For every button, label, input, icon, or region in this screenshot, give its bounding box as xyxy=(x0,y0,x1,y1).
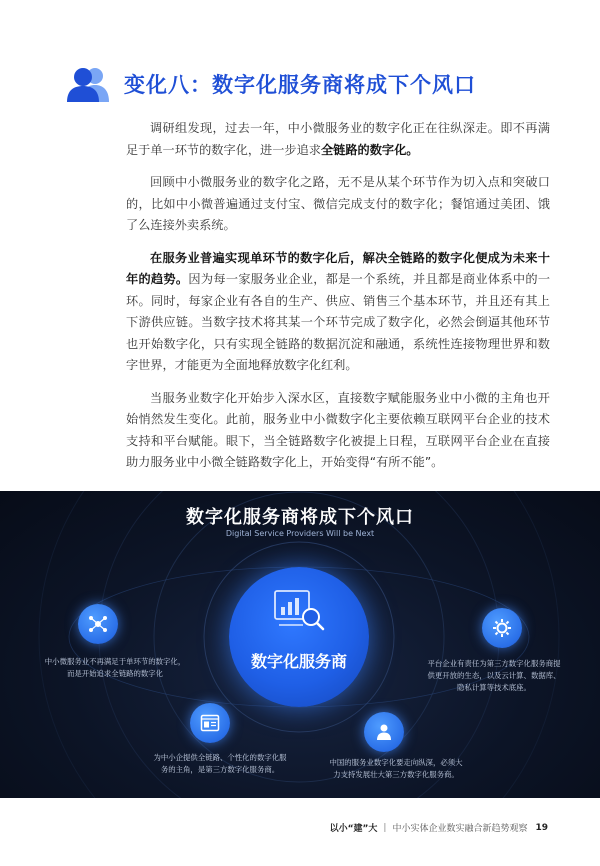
paragraph-text: 当服务业数字化开始步入深水区，直接数字赋能服务业中小微的主角也开始悄然发生变化。此前，服务业中小微数字化主要依赖互联网平台企业的技术支持和平台赋能。眼下，当全链路数字化被提上日程，互联网平台企业在直接助力服务业中小微全链路数字化上，开始变得“有所不能”。 xyxy=(126,390,550,469)
footer-brand: 以小“建”大 xyxy=(329,824,378,834)
node-text-line: 中国的服务业数字化要走向纵深，必须大 xyxy=(329,758,463,767)
people-icon xyxy=(66,66,110,102)
network-icon xyxy=(88,614,108,634)
node-text-3 xyxy=(140,752,300,776)
cloud-gear-icon xyxy=(492,618,512,638)
page-title: 变化八：数字化服务商将成下个风口 xyxy=(124,73,476,97)
paragraph-bold-text: 在服务业普遍实现单环节的数字化后，解决全链路的数字化便成为未来十年的趋势。 xyxy=(126,250,550,286)
node-text-line: 务的主角，是第三方数字化服务商。 xyxy=(160,765,280,774)
page-footer xyxy=(330,821,548,834)
section-header xyxy=(66,66,476,102)
node-text-1 xyxy=(30,656,200,680)
person-growth-icon xyxy=(374,722,394,742)
footer-separator: | xyxy=(383,822,387,833)
node-text-line: 为中小企提供全链路、个性化的数字化服 xyxy=(153,753,287,762)
node-text-line: 供更开放的生态，以及云计算、数据库、 xyxy=(427,671,561,680)
paragraph-3 xyxy=(126,248,550,377)
chart-magnifier-icon xyxy=(273,589,325,633)
dashboard-icon xyxy=(200,713,220,733)
node-text-line: 而是开始追求全链路的数字化 xyxy=(66,669,164,678)
node-text-line: 平台企业有责任为第三方数字化服务商提 xyxy=(427,659,561,668)
infographic-banner xyxy=(0,491,600,798)
paragraph-bold-text: 全链路的数字化。 xyxy=(321,142,419,157)
paragraph-text: 回顾中小微服务业的数字化之路，无不是从某个环节作为切入点和突破口的，比如中小微普遍通过支付宝、微信完成支付的数字化；餐馆通过美团、饿了么连接外卖系统。 xyxy=(126,175,550,232)
node-text-4 xyxy=(316,757,476,781)
page-number: 19 xyxy=(535,822,548,833)
paragraph-text: 因为每一家服务业企业，都是一个系统，并且都是商业体系中的一环。同时，每家企业有各自的生产、供应、销售三个基本环节，并且还有其上下游供应链。当数字技术将其某一个环节完成了数字化，必然会倒逼其他环节也开始数字化，只有实现全链路的数据沉淀和融通，系统性连接物理世界和数字世界，才能更为全面地释放数字化红利。 xyxy=(126,272,551,372)
body-text xyxy=(126,118,550,485)
paragraph-text: 调研组发现，过去一年，中小微服务业的数字化正在往纵深走。即不再满足于单一环节的数字化，进一步追求 xyxy=(126,121,550,157)
node-text-line: 力支持发展壮大第三方数字化服务商。 xyxy=(333,770,459,779)
node-cloud-gear xyxy=(482,608,522,648)
footer-subtitle: 中小实体企业数实融合新趋势观察 xyxy=(392,824,528,834)
center-label: 数字化服务商 xyxy=(250,652,347,671)
paragraph-4 xyxy=(126,388,550,474)
node-network xyxy=(78,604,118,644)
center-circle xyxy=(229,567,369,707)
node-text-line: 隐私计算等技术底座。 xyxy=(457,683,531,692)
node-person-growth xyxy=(364,712,404,752)
banner-subtitle: Digital Service Providers Will be Next xyxy=(225,529,375,538)
paragraph-1 xyxy=(126,118,550,161)
node-dashboard xyxy=(190,703,230,743)
paragraph-2 xyxy=(126,172,550,237)
node-text-2 xyxy=(414,658,574,694)
banner-title: 数字化服务商将成下个风口 xyxy=(186,507,414,528)
node-text-line: 中小微服务业不再满足于单环节的数字化， xyxy=(44,657,186,666)
